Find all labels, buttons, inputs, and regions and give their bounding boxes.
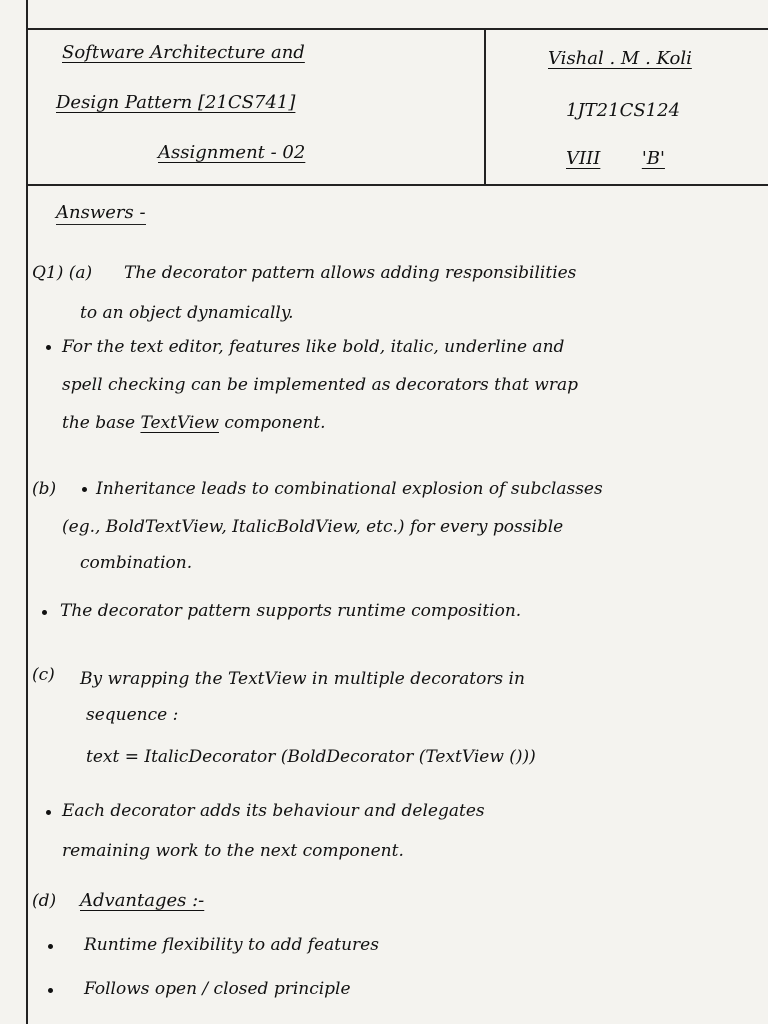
q1c-line1: By wrapping the TextView in multiple decorators in [80,669,525,689]
q1b-line2: (eg., BoldTextView, ItalicBoldView, etc.) for every possible [62,517,564,537]
q1a-line2: to an object dynamically. [80,303,294,323]
bullet-dot [42,610,47,615]
q1b-line1: Inheritance leads to combinational explosion of subclasses [96,479,603,499]
section: 'B' [641,148,665,169]
student-name: Vishal . M . Koli [548,48,692,69]
margin-line [26,0,28,1024]
q1b-label: (b) [32,479,57,499]
header-top-rule [26,28,768,30]
q1a-label: Q1) (a) [32,263,93,283]
q1c-bullet-line2: remaining work to the next component. [62,841,404,861]
answers-heading: Answers - [56,202,146,223]
bullet-dot [82,487,87,492]
q1b-line3: combination. [80,553,193,573]
header-divider [484,28,486,185]
q1c-bullet-line1: Each decorator adds its behaviour and delegates [62,801,485,821]
course-title-line2: Design Pattern [21CS741] [56,92,296,113]
course-title-line1: Software Architecture and [62,42,305,63]
q1c-line2: sequence : [86,705,179,725]
bullet-dot [46,810,51,815]
header-bottom-rule [26,184,768,186]
q1d-label: (d) [32,891,57,911]
q1a-bullet-line2: spell checking can be implemented as decorators that wrap [62,375,578,395]
q1d-heading: Advantages :- [80,890,205,911]
q1a-line1: The decorator pattern allows adding responsibilities [124,263,577,283]
bullet-dot [48,944,53,949]
assignment-title: Assignment - 02 [158,142,306,163]
bullet-dot [46,345,51,350]
bullet-dot [48,988,53,993]
advantage-item: Follows open / closed principle [84,979,351,999]
q1b-bullet: The decorator pattern supports runtime composition. [60,601,522,621]
advantage-item: Runtime flexibility to add features [84,935,379,955]
q1c-label: (c) [32,665,55,685]
student-usn: 1JT21CS124 [566,100,681,121]
semester-section [566,148,665,170]
textview-code: TextView [140,413,219,433]
q1c-code: text = ItalicDecorator (BoldDecorator (TextView ())) [86,747,536,767]
q1a-bullet-line3: the base TextView component. [62,413,326,433]
semester: VIII [566,148,601,169]
q1a-bullet-line1: For the text editor, features like bold, italic, underline and [62,337,565,357]
